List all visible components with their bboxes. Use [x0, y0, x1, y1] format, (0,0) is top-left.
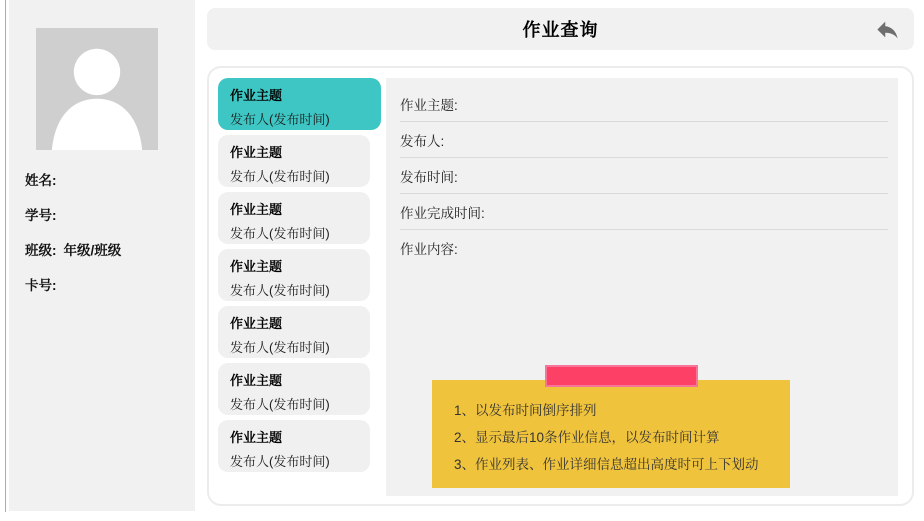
homework-publisher: 发布人(发布时间)	[230, 454, 330, 469]
detail-rows	[386, 78, 898, 266]
homework-publisher: 发布人(发布时间)	[230, 226, 330, 241]
homework-publisher: 发布人(发布时间)	[230, 169, 330, 184]
homework-detail-panel	[386, 78, 898, 496]
homework-list-item[interactable]	[218, 420, 370, 472]
detail-publish-time-label: 发布时间:	[400, 169, 458, 185]
field-student-id	[25, 196, 190, 231]
reply-arrow-icon	[874, 16, 901, 43]
field-student-id-label: 学号:	[25, 207, 57, 223]
annotation-note-3: 3、作业列表、作业详细信息超出高度时可上下划动	[454, 457, 759, 472]
homework-title: 作业主题	[230, 259, 283, 274]
homework-publisher: 发布人(发布时间)	[230, 283, 330, 298]
field-name-label: 姓名:	[25, 172, 57, 188]
homework-list	[218, 78, 390, 477]
annotation-note-box	[432, 380, 790, 488]
detail-row-publish-time	[400, 158, 888, 194]
field-name	[25, 161, 190, 196]
annotation-note-2: 2、显示最后10条作业信息，以发布时间计算	[454, 430, 720, 445]
field-card-number	[25, 266, 190, 301]
homework-title: 作业主题	[230, 316, 283, 331]
page-title: 作业查询	[522, 20, 599, 40]
detail-row-topic	[400, 86, 888, 122]
annotation-notes	[432, 380, 790, 478]
field-card-number-label: 卡号:	[25, 277, 57, 293]
field-class	[25, 231, 190, 266]
homework-list-item[interactable]	[218, 306, 370, 358]
homework-title: 作业主题	[230, 373, 283, 388]
avatar	[36, 28, 158, 150]
detail-row-publisher	[400, 122, 888, 158]
window-edge-line	[5, 0, 6, 512]
homework-title: 作业主题	[230, 430, 283, 445]
detail-finish-time-label: 作业完成时间:	[400, 205, 485, 221]
homework-list-item[interactable]	[218, 135, 370, 187]
profile-sidebar	[9, 0, 195, 511]
homework-publisher: 发布人(发布时间)	[230, 397, 330, 412]
profile-fields	[25, 161, 190, 301]
homework-list-item[interactable]	[218, 363, 370, 415]
content-card	[207, 66, 914, 506]
main-area	[207, 0, 914, 521]
homework-list-item[interactable]	[218, 192, 370, 244]
homework-publisher: 发布人(发布时间)	[230, 340, 330, 355]
homework-publisher: 发布人(发布时间)	[230, 112, 330, 127]
homework-title: 作业主题	[230, 202, 283, 217]
homework-list-item[interactable]	[218, 249, 370, 301]
field-class-value: 年级/班级	[63, 242, 122, 258]
back-button[interactable]	[870, 12, 904, 46]
homework-title: 作业主题	[230, 145, 283, 160]
detail-content-label: 作业内容:	[400, 242, 458, 257]
person-silhouette-icon	[36, 28, 158, 150]
detail-topic-label: 作业主题:	[400, 97, 458, 113]
detail-publisher-label: 发布人:	[400, 133, 445, 149]
field-class-label: 班级:	[25, 242, 57, 258]
detail-row-content	[400, 230, 888, 266]
detail-row-finish-time	[400, 194, 888, 230]
annotation-marker	[545, 365, 698, 387]
homework-list-item-selected[interactable]	[218, 78, 381, 130]
homework-title: 作业主题	[230, 88, 283, 103]
page-header	[207, 8, 914, 50]
annotation-note-1: 1、以发布时间倒序排列	[454, 403, 597, 418]
